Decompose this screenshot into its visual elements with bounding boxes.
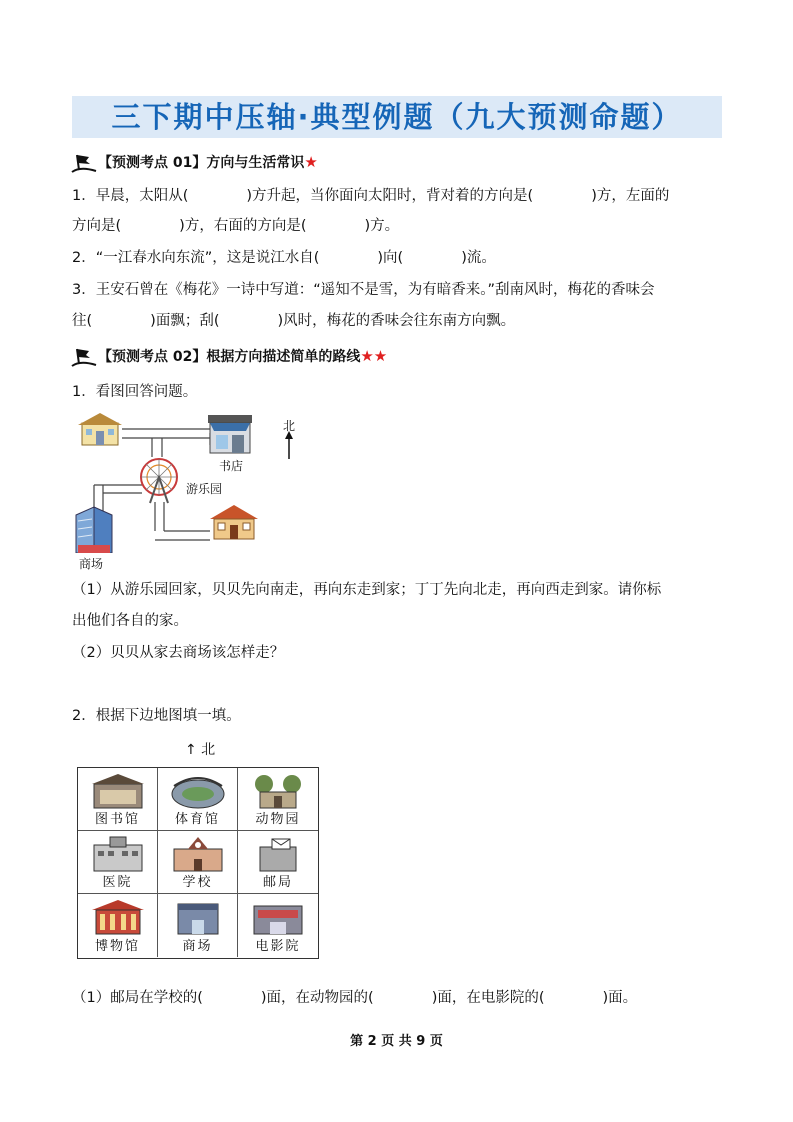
hospital-icon xyxy=(90,835,146,873)
cell-label: 医院 xyxy=(102,875,133,890)
page-footer: 第 2 页 共 9 页 xyxy=(350,1034,443,1049)
section2-title: 【预测考点 02】根据方向描述简单的路线 xyxy=(98,349,361,365)
mall-icon xyxy=(72,505,116,553)
s1-q2: 2．“一江春水向东流”，这是说江水自( )向( )流。 xyxy=(72,250,496,266)
cell-label: 图书馆 xyxy=(94,812,140,827)
cell-label: 商场 xyxy=(182,939,213,954)
s2-q1-sub2: （2）贝贝从家去商场该怎样走？ xyxy=(72,645,285,661)
route-map xyxy=(70,405,310,575)
stadium-icon xyxy=(170,772,226,810)
cell-label: 电影院 xyxy=(255,939,301,954)
section1-title: 【预测考点 01】方向与生活常识 xyxy=(98,155,305,171)
map2-north-label: ↑ 北 xyxy=(185,742,216,758)
s1-q1-line2: 方向是( )方，右面的方向是( )方。 xyxy=(72,218,400,234)
cell-label: 动物园 xyxy=(255,812,301,827)
cell-label: 体育馆 xyxy=(174,812,220,827)
s1-q3-line1: 3．王安石曾在《梅花》一诗中写道：“遥知不是雪，为有暗香来。”刮南风时，梅花的香味会 xyxy=(72,282,655,298)
cell-label: 博物馆 xyxy=(94,939,140,954)
s2-q1-sub1-line2: 出他们各自的家。 xyxy=(72,613,188,629)
north-label: 北 xyxy=(283,419,296,433)
mall-label: 商场 xyxy=(79,557,104,571)
page-title: 三下期中压轴·典型例题（九大预测命题） xyxy=(111,100,683,134)
bookstore-icon xyxy=(206,411,254,455)
cell-label: 邮局 xyxy=(262,875,293,890)
grid-cell xyxy=(158,831,238,894)
grid-cell xyxy=(78,831,158,894)
bookstore-label: 书店 xyxy=(219,459,244,473)
zoo-icon xyxy=(250,772,306,810)
flag-icon xyxy=(70,346,98,368)
grid-cell xyxy=(158,894,238,957)
s1-q3-line2: 往( )面飘；刮( )风时，梅花的香味会往东南方向飘。 xyxy=(72,313,516,329)
house-icon xyxy=(78,411,122,447)
town-map-grid xyxy=(77,767,319,959)
mall-icon xyxy=(170,898,226,936)
star-icon: ★★ xyxy=(360,347,388,365)
s2-q2-sub1: （1）邮局在学校的( )面，在动物园的( )面，在电影院的( )面。 xyxy=(72,990,638,1006)
title-banner xyxy=(72,96,722,138)
house-icon xyxy=(208,503,260,541)
ferris-wheel-icon xyxy=(136,455,182,505)
grid-cell xyxy=(238,831,318,894)
library-icon xyxy=(90,772,146,810)
s2-q1-intro: 1．看图回答问题。 xyxy=(72,384,198,400)
grid-cell xyxy=(78,894,158,957)
grid-cell xyxy=(238,768,318,831)
cinema-icon xyxy=(250,898,306,936)
museum-icon xyxy=(90,898,146,936)
star-icon: ★ xyxy=(304,153,318,171)
park-label: 游乐园 xyxy=(186,482,223,496)
grid-cell xyxy=(78,768,158,831)
s2-q2-intro: 2．根据下边地图填一填。 xyxy=(72,708,241,724)
flag-icon xyxy=(70,152,98,174)
post-office-icon xyxy=(250,835,306,873)
section2-heading xyxy=(70,344,387,368)
grid-cell xyxy=(238,894,318,957)
section1-heading xyxy=(70,150,318,174)
cell-label: 学校 xyxy=(182,875,213,890)
grid-cell xyxy=(158,768,238,831)
s1-q1-line1: 1．早晨，太阳从( )方升起，当你面向太阳时，背对着的方向是( )方，左面的 xyxy=(72,188,670,204)
school-icon xyxy=(170,835,226,873)
s2-q1-sub1-line1: （1）从游乐园回家，贝贝先向南走，再向东走到家；丁丁先向北走，再向西走到家。请你标 xyxy=(72,582,662,598)
